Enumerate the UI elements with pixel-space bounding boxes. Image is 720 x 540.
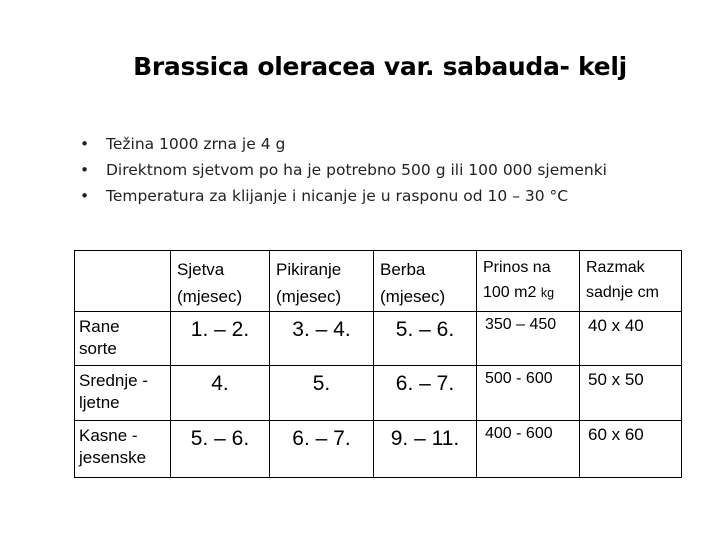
cell-prinos: 500 - 600 [477,366,580,421]
header-text: Berba [380,260,426,279]
header-text: (mjesec) [177,287,243,306]
bullet-text: Temperatura za klijanje i nicanje je u rasponu od 10 – 30 °C [106,187,569,205]
cell-razmak: 40 x 40 [580,312,682,366]
header-text: Sjetva [177,260,225,279]
bullet-icon: • [80,187,90,205]
row-label-text: Srednje - [79,371,148,390]
cell-sjetva: 1. – 2. [171,312,270,366]
bullet-icon: • [80,135,90,153]
header-prinos [477,251,580,312]
table-row [75,312,682,366]
list-item [80,157,607,183]
cell-pikiranje: 5. [270,366,374,421]
row-label [75,366,171,421]
row-label [75,312,171,366]
cell-berba: 6. – 7. [374,366,477,421]
bullet-text: Direktnom sjetvom po ha je potrebno 500 g ili 100 000 sjemenki [106,161,607,179]
cell-berba: 5. – 6. [374,312,477,366]
header-unit: kg [540,286,555,300]
cell-sjetva: 4. [171,366,270,421]
list-item [80,183,607,209]
cell-prinos: 400 - 600 [477,421,580,478]
cell-pikiranje: 3. – 4. [270,312,374,366]
header-text: Prinos na [483,259,551,276]
table-header-row [75,251,682,312]
header-pikiranje [270,251,374,312]
empty-corner-cell [75,251,171,312]
row-label-text: Rane [79,317,120,336]
data-table [74,250,682,478]
row-label [75,421,171,478]
row-label-text: jesenske [79,448,147,467]
cell-razmak: 60 x 60 [580,421,682,478]
header-berba [374,251,477,312]
header-text: (mjesec) [276,287,342,306]
header-text: (mjesec) [380,287,446,306]
header-razmak [580,251,682,312]
bullet-list [80,131,607,209]
cell-berba: 9. – 11. [374,421,477,478]
row-label-text: Kasne - [79,426,138,445]
cell-sjetva: 5. – 6. [171,421,270,478]
list-item [80,131,607,157]
header-text: Pikiranje [276,260,342,279]
bullet-icon: • [80,161,90,179]
bullet-text: Težina 1000 zrna je 4 g [106,135,286,153]
header-text: Razmak [586,259,645,276]
row-label-text: ljetne [79,393,120,412]
page-title: Brassica oleracea var. sabauda- kelj [133,52,627,81]
table-row [75,366,682,421]
cell-pikiranje: 6. – 7. [270,421,374,478]
header-sjetva [171,251,270,312]
row-label-text: sorte [79,339,117,358]
header-text: sadnje cm [586,284,659,301]
cell-razmak: 50 x 50 [580,366,682,421]
table-row [75,421,682,478]
cell-prinos: 350 – 450 [477,312,580,366]
header-text: 100 m2 [483,284,537,301]
